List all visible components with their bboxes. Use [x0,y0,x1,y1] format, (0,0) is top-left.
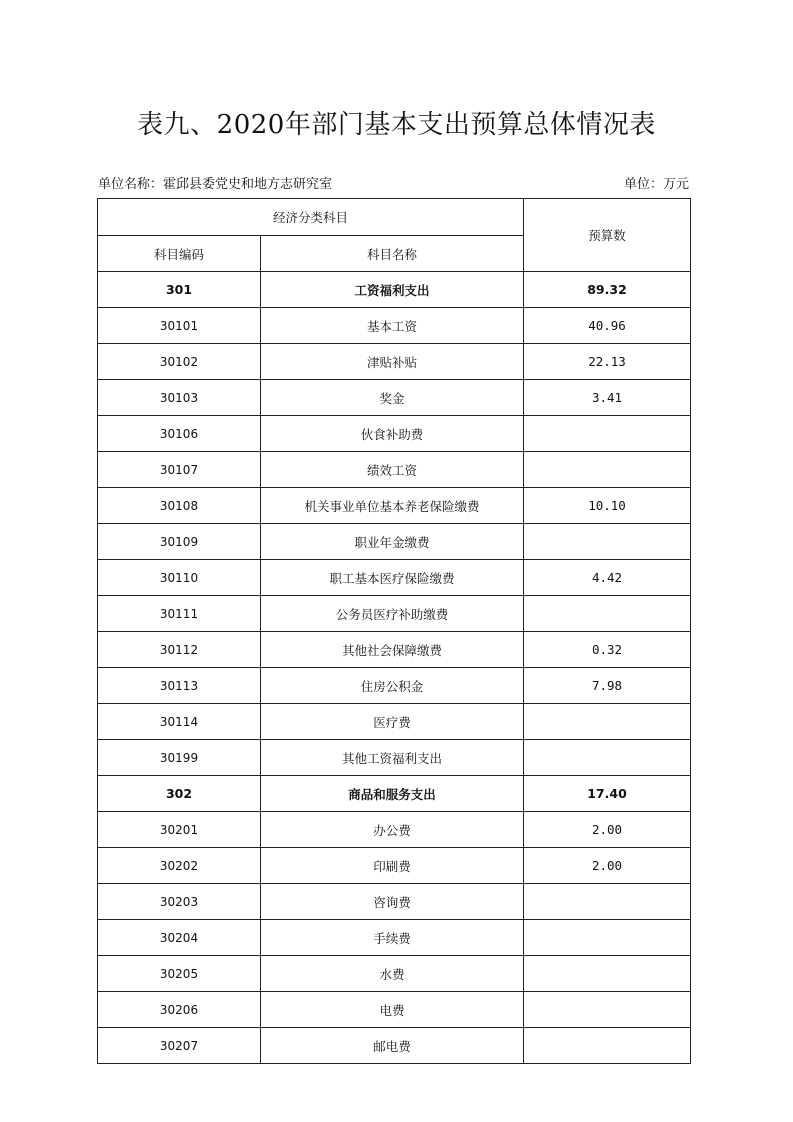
budget-amount-cell: 4.42 [524,560,691,596]
budget-amount-cell: 3.41 [524,380,691,416]
subject-code-cell: 30110 [98,560,261,596]
subject-code-cell: 30109 [98,524,261,560]
table-row [98,884,691,920]
subject-code-cell: 30203 [98,884,261,920]
subject-code-cell: 30107 [98,452,261,488]
subject-code-cell: 30108 [98,488,261,524]
table-row [98,524,691,560]
section-row [98,776,691,812]
subject-name-cell: 公务员医疗补助缴费 [261,596,524,632]
budget-amount-cell: 0.32 [524,632,691,668]
header-budget-amount: 预算数 [524,199,691,272]
table-row [98,380,691,416]
table-row [98,956,691,992]
header-subject-code: 科目编码 [98,236,261,272]
subject-name-cell: 咨询费 [261,884,524,920]
subject-code-cell: 30102 [98,344,261,380]
budget-amount-cell [524,956,691,992]
subject-code-cell: 302 [98,776,261,812]
subject-name-cell: 住房公积金 [261,668,524,704]
budget-amount-cell [524,416,691,452]
table-row [98,632,691,668]
budget-amount-cell [524,920,691,956]
table-row [98,920,691,956]
budget-amount-cell [524,596,691,632]
subject-code-cell: 30106 [98,416,261,452]
subject-name-cell: 职工基本医疗保险缴费 [261,560,524,596]
subject-name-cell: 绩效工资 [261,452,524,488]
budget-amount-cell: 22.13 [524,344,691,380]
page-title: 表九、2020年部门基本支出预算总体情况表 [137,110,656,140]
subject-code-cell: 30114 [98,704,261,740]
table-header [98,199,691,272]
table-row [98,668,691,704]
subject-name-cell: 水费 [261,956,524,992]
subject-name-cell: 伙食补助费 [261,416,524,452]
table-row [98,740,691,776]
table-row [98,488,691,524]
budget-amount-cell [524,452,691,488]
subject-name-cell: 职业年金缴费 [261,524,524,560]
table-row [98,344,691,380]
section-row [98,272,691,308]
subject-code-cell: 30113 [98,668,261,704]
table-row [98,704,691,740]
subject-code-cell: 30103 [98,380,261,416]
budget-amount-cell [524,992,691,1028]
table-row [98,992,691,1028]
subject-name-cell: 手续费 [261,920,524,956]
subject-code-cell: 30206 [98,992,261,1028]
budget-table [97,198,691,1064]
budget-amount-cell: 89.32 [524,272,691,308]
header-economic-classification: 经济分类科目 [98,199,524,236]
subject-code-cell: 30202 [98,848,261,884]
budget-amount-cell: 17.40 [524,776,691,812]
subject-code-cell: 30204 [98,920,261,956]
budget-amount-cell [524,704,691,740]
table-row [98,308,691,344]
subject-name-cell: 商品和服务支出 [261,776,524,812]
budget-amount-cell [524,740,691,776]
subject-name-cell: 电费 [261,992,524,1028]
currency-unit-label: 单位：万元 [623,177,689,192]
budget-amount-cell: 10.10 [524,488,691,524]
table-row [98,452,691,488]
subject-name-cell: 工资福利支出 [261,272,524,308]
subject-name-cell: 机关事业单位基本养老保险缴费 [261,488,524,524]
subject-code-cell: 30101 [98,308,261,344]
subject-code-cell: 30201 [98,812,261,848]
table-row [98,416,691,452]
subject-code-cell: 30111 [98,596,261,632]
table-body [98,272,691,1064]
header-subject-name: 科目名称 [261,236,524,272]
budget-amount-cell: 2.00 [524,848,691,884]
subject-name-cell: 医疗费 [261,704,524,740]
budget-amount-cell [524,524,691,560]
table-row [98,560,691,596]
subject-name-cell: 印刷费 [261,848,524,884]
organization-label: 单位名称：霍邱县委党史和地方志研究室 [98,177,333,192]
table-row [98,812,691,848]
subject-code-cell: 30207 [98,1028,261,1064]
subject-name-cell: 邮电费 [261,1028,524,1064]
table-row [98,596,691,632]
table-row [98,848,691,884]
budget-amount-cell [524,1028,691,1064]
subject-name-cell: 津贴补贴 [261,344,524,380]
subject-code-cell: 30112 [98,632,261,668]
subject-code-cell: 30199 [98,740,261,776]
budget-amount-cell: 40.96 [524,308,691,344]
subject-code-cell: 30205 [98,956,261,992]
subject-name-cell: 办公费 [261,812,524,848]
subject-code-cell: 301 [98,272,261,308]
subject-name-cell: 其他工资福利支出 [261,740,524,776]
subject-name-cell: 其他社会保障缴费 [261,632,524,668]
subject-name-cell: 基本工资 [261,308,524,344]
table-row [98,1028,691,1064]
budget-amount-cell [524,884,691,920]
subject-name-cell: 奖金 [261,380,524,416]
header-row-group [98,199,691,236]
budget-amount-cell: 7.98 [524,668,691,704]
budget-amount-cell: 2.00 [524,812,691,848]
